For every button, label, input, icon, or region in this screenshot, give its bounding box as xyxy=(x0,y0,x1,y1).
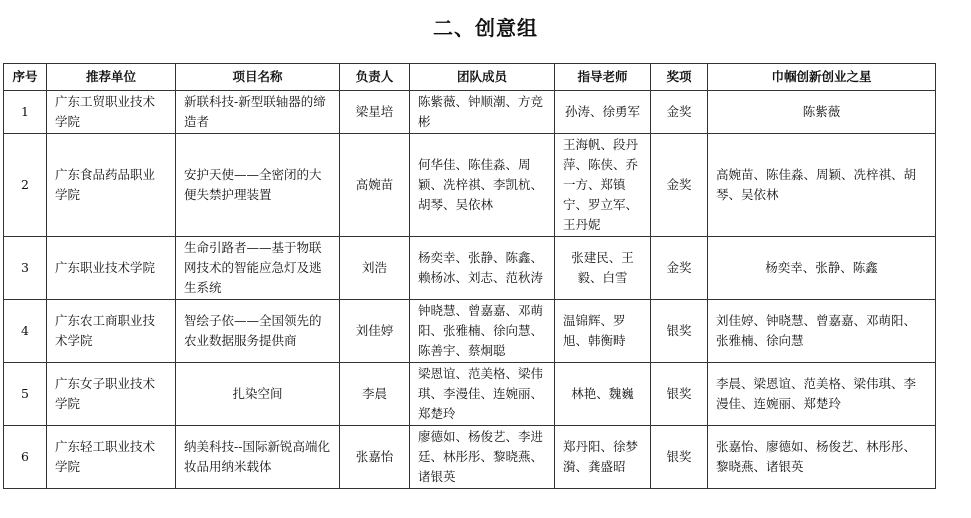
row-unit: 广东女子职业技术学院 xyxy=(47,363,176,426)
header-members: 团队成员 xyxy=(410,64,555,91)
row-leader: 刘浩 xyxy=(340,237,410,300)
row-members: 梁恩谊、范美格、梁伟琪、李漫佳、连婉丽、郑楚玲 xyxy=(410,363,555,426)
row-star: 李晨、梁恩谊、范美格、梁伟琪、李漫佳、连婉丽、郑楚玲 xyxy=(708,363,936,426)
row-members: 陈紫薇、钟顺潮、方竞彬 xyxy=(410,91,555,134)
row-project: 安护天使——全密闭的大便失禁护理装置 xyxy=(176,134,340,237)
page-title: 二、创意组 xyxy=(433,16,538,40)
row-advisors: 林艳、魏巍 xyxy=(555,363,651,426)
header-star: 巾帼创新创业之星 xyxy=(708,64,936,91)
row-project: 新联科技-新型联轴器的缔造者 xyxy=(176,91,340,134)
row-members: 廖德如、杨俊艺、李进廷、林彤彤、黎晓燕、诸银英 xyxy=(410,426,555,489)
row-project: 智绘子依——全国领先的农业数据服务提供商 xyxy=(176,300,340,363)
row-unit: 广东轻工职业技术学院 xyxy=(47,426,176,489)
row-unit: 广东职业技术学院 xyxy=(47,237,176,300)
row-advisors: 王海帆、段丹萍、陈侠、乔一方、郑镇宁、罗立军、王丹妮 xyxy=(555,134,651,237)
row-star: 杨奕幸、张静、陈鑫 xyxy=(708,237,936,300)
row-leader: 刘佳婷 xyxy=(340,300,410,363)
row-award: 金奖 xyxy=(651,237,708,300)
row-number: 4 xyxy=(4,300,47,363)
row-advisors: 张建民、王毅、白雪 xyxy=(555,237,651,300)
row-award: 银奖 xyxy=(651,300,708,363)
row-project: 纳美科技--国际新锐高端化妆品用纳米载体 xyxy=(176,426,340,489)
header-award: 奖项 xyxy=(651,64,708,91)
row-award: 银奖 xyxy=(651,426,708,489)
row-unit: 广东食品药品职业学院 xyxy=(47,134,176,237)
header-number: 序号 xyxy=(4,64,47,91)
row-number: 6 xyxy=(4,426,47,489)
award-table xyxy=(3,63,936,489)
table-row xyxy=(4,237,936,300)
table-header-row xyxy=(4,64,936,91)
header-leader: 负责人 xyxy=(340,64,410,91)
row-leader: 张嘉怡 xyxy=(340,426,410,489)
table-row xyxy=(4,426,936,489)
row-award: 银奖 xyxy=(651,363,708,426)
row-star: 高婉苗、陈佳淼、周颖、冼梓祺、胡琴、吴依林 xyxy=(708,134,936,237)
row-award: 金奖 xyxy=(651,134,708,237)
row-number: 2 xyxy=(4,134,47,237)
row-star: 陈紫薇 xyxy=(708,91,936,134)
row-star: 刘佳婷、钟晓慧、曾嘉嘉、邓萌阳、张雅楠、徐向慧 xyxy=(708,300,936,363)
table-row xyxy=(4,91,936,134)
row-members: 何华佳、陈佳淼、周颖、冼梓祺、李凯杭、胡琴、吴依林 xyxy=(410,134,555,237)
table-row xyxy=(4,363,936,426)
row-leader: 李晨 xyxy=(340,363,410,426)
header-project: 项目名称 xyxy=(176,64,340,91)
row-leader: 高婉苗 xyxy=(340,134,410,237)
row-members: 杨奕幸、张静、陈鑫、赖杨冰、刘志、范秋涛 xyxy=(410,237,555,300)
row-award: 金奖 xyxy=(651,91,708,134)
table-row xyxy=(4,300,936,363)
row-leader: 梁星培 xyxy=(340,91,410,134)
row-project: 生命引路者——基于物联网技术的智能应急灯及逃生系统 xyxy=(176,237,340,300)
row-number: 3 xyxy=(4,237,47,300)
row-advisors: 孙涛、徐勇军 xyxy=(555,91,651,134)
header-advisors: 指导老师 xyxy=(555,64,651,91)
header-unit: 推荐单位 xyxy=(47,64,176,91)
row-unit: 广东工贸职业技术学院 xyxy=(47,91,176,134)
row-members: 钟晓慧、曾嘉嘉、邓萌阳、张雅楠、徐向慧、陈善宇、蔡炯聪 xyxy=(410,300,555,363)
row-number: 5 xyxy=(4,363,47,426)
table-row xyxy=(4,134,936,237)
row-unit: 广东农工商职业技术学院 xyxy=(47,300,176,363)
row-project: 扎染空间 xyxy=(176,363,340,426)
row-advisors: 温锦辉、罗旭、韩衡畤 xyxy=(555,300,651,363)
row-advisors: 郑丹阳、徐梦漪、龚盛昭 xyxy=(555,426,651,489)
row-star: 张嘉怡、廖德如、杨俊艺、林彤彤、黎晓燕、诸银英 xyxy=(708,426,936,489)
row-number: 1 xyxy=(4,91,47,134)
